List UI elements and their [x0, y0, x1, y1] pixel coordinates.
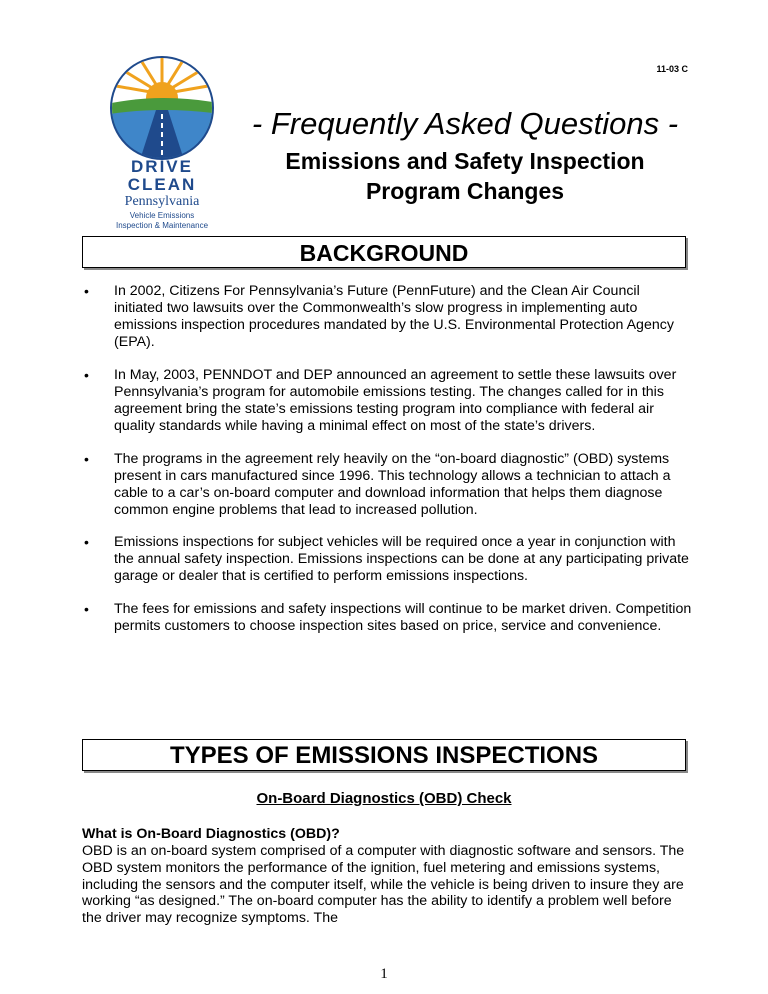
doc-code: 11-03 C [656, 64, 688, 74]
obd-question: What is On-Board Diagnostics (OBD)? [82, 826, 340, 842]
background-bullet-list [82, 283, 692, 635]
obd-answer: OBD is an on-board system comprised of a computer with diagnostic software and sensors. The OBD system monitors the performance of the ignition, fuel metering and emissions systems, including the sensors and the computer itself, while the vehicle is being driven to insure they are working “as designed.” The on-board computer has the ability to identify a problem well before the driver may recognize symptoms. The [82, 843, 685, 927]
bullet-item: • The programs in the agreement rely heavily on the “on-board diagnostic” (OBD) systems present in cars manufactured since 1996. This technology allows a technician to attach a cable to a car’s on-board computer and download information that helps them diagnose common engine problems that lead to increased pollution. [82, 451, 692, 519]
faq-title: - Frequently Asked Questions - [251, 106, 679, 141]
bullet-item: • Emissions inspections for subject vehicles will be required once a year in conjunction with the annual safety inspection. Emissions inspections can be done at any participating private garage or dealer that is certified to perform emissions inspections. [82, 534, 692, 585]
logo-line-state: Pennsylvania [124, 194, 200, 209]
logo-line-drive: DRIVE [131, 157, 193, 176]
bullet-item: • The fees for emissions and safety inspections will continue to be market driven. Competition permits customers to choose inspection sites based on price, service and convenience. [82, 601, 692, 635]
logo-line-im: Inspection & Maintenance [115, 221, 209, 230]
obd-subheading: On-Board Diagnostics (OBD) Check [256, 790, 512, 807]
bullet-item: • In May, 2003, PENNDOT and DEP announced an agreement to settle these lawsuits over Pennsylvania’s program for automobile emissions testing. The changes called for in this agreement bring the state’s emissions testing program into compliance with federal air quality standards while having a minimal effect on most of the state’s drivers. [82, 367, 692, 435]
logo-emblem-icon [98, 46, 234, 230]
subtitle-line-1: Emissions and Safety Inspection [285, 148, 645, 174]
bullet-item: • In 2002, Citizens For Pennsylvania’s Future (PennFuture) and the Clean Air Council initiated two lawsuits over the Commonwealth’s slow progress in implementing auto emissions inspection procedures mandated by the U.S. Environmental Protection Agency (EPA). [82, 283, 692, 351]
subtitle-line-2: Program Changes [365, 178, 565, 204]
background-heading: BACKGROUND [82, 236, 686, 268]
logo-line-program: Vehicle Emissions [129, 211, 195, 220]
logo-line-clean: CLEAN [127, 175, 197, 194]
title-block [242, 106, 688, 206]
page-number: 1 [380, 966, 388, 982]
types-heading: TYPES OF EMISSIONS INSPECTIONS [82, 739, 686, 771]
subtitle [242, 146, 688, 206]
drive-clean-logo [98, 46, 234, 230]
